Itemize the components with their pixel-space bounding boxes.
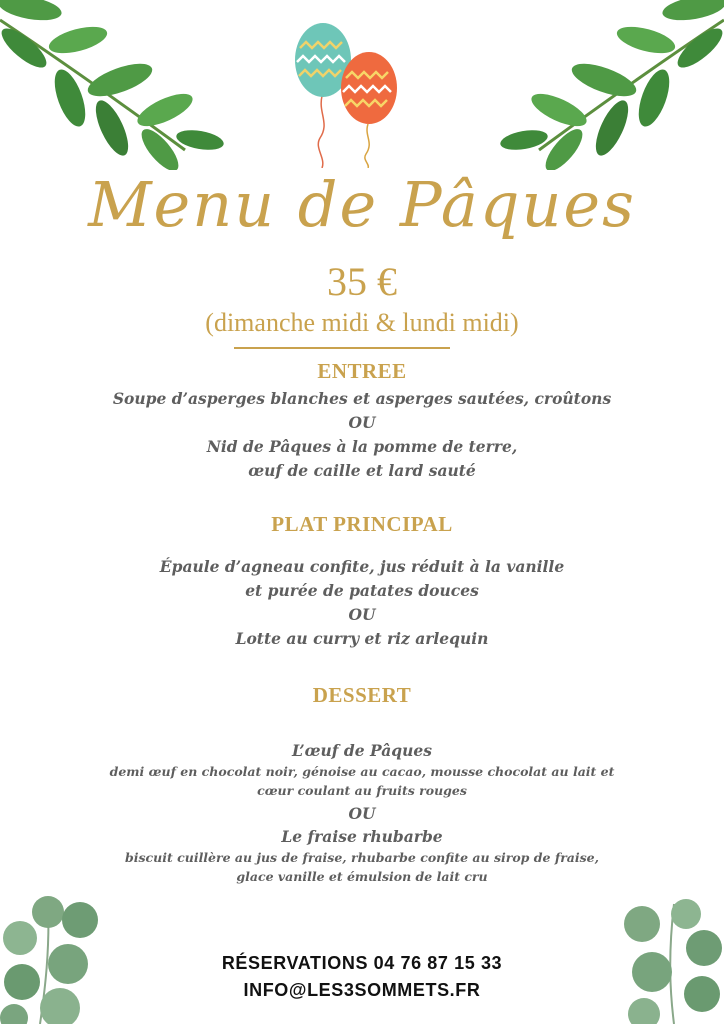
entree-option-2-line-2: œuf de caille et lard sauté — [248, 461, 476, 480]
contact-email[interactable]: INFO@LES3SOMMETS.FR — [243, 980, 481, 1000]
plat-option-2: Lotte au curry et riz arlequin — [235, 629, 489, 648]
section-heading-plat: PLAT PRINCIPAL — [271, 512, 453, 536]
dessert-option-1-desc-line-2: cœur coulant au fruits rouges — [257, 783, 467, 798]
plat-option-1-line-1: Épaule d’agneau confite, jus réduit à la vanille — [159, 557, 565, 576]
menu-price: 35 € — [327, 259, 397, 304]
reservations-phone: RÉSERVATIONS 04 76 87 15 33 — [221, 953, 503, 973]
dessert-option-1-name: L’œuf de Pâques — [292, 741, 432, 760]
entree-separator: OU — [348, 413, 376, 432]
plat-separator: OU — [348, 605, 376, 624]
easter-egg-balloons-icon — [290, 18, 410, 168]
plat-option-1-line-2: et purée de patates douces — [245, 581, 479, 600]
dessert-option-2-desc-line-1: biscuit cuillère au jus de fraise, rhubarbe confite au sirop de fraise, — [125, 850, 599, 865]
entree-option-2-line-1: Nid de Pâques à la pomme de terre, — [206, 437, 518, 456]
entree-option-1: Soupe d’asperges blanches et asperges sautées, croûtons — [112, 389, 612, 408]
menu-title: Menu de Pâques — [88, 168, 636, 241]
dessert-option-1-desc-line-1: demi œuf en chocolat noir, génoise au cacao, mousse chocolat au lait et — [109, 764, 615, 779]
section-heading-dessert: DESSERT — [312, 683, 412, 707]
section-heading-entree: ENTREE — [317, 359, 407, 383]
leaf-branch-icon — [0, 0, 230, 170]
dessert-option-2-name: Le fraise rhubarbe — [281, 827, 443, 846]
menu-availability: (dimanche midi & lundi midi) — [205, 308, 519, 337]
divider — [234, 347, 450, 349]
dessert-option-2-desc-line-2: glace vanille et émulsion de lait cru — [236, 869, 488, 884]
leaf-branch-icon — [494, 0, 724, 170]
dessert-separator: OU — [348, 804, 376, 823]
